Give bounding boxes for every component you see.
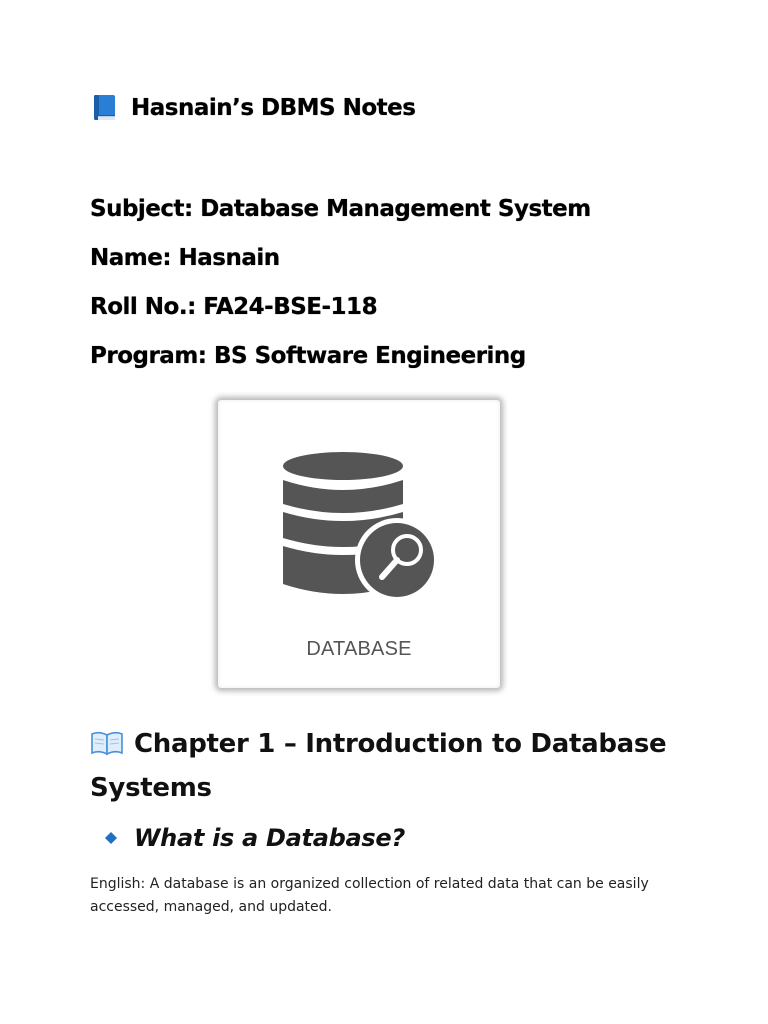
- subject-line: Subject: Database Management System: [90, 196, 591, 222]
- document-title: [93, 94, 415, 121]
- database-caption: DATABASE: [306, 638, 412, 660]
- program-line: Program: BS Software Engineering: [90, 343, 526, 369]
- blue-book-icon: [93, 94, 117, 121]
- open-book-icon: [90, 730, 124, 756]
- chapter-heading: [90, 722, 690, 810]
- roll-number-line: Roll No.: FA24-BSE-118: [90, 294, 378, 320]
- section-heading-text: What is a Database?: [134, 824, 405, 852]
- chapter-heading-text: Chapter 1 – Introduction to Database Systems: [90, 729, 667, 803]
- document-title-text: Hasnain’s DBMS Notes: [131, 94, 416, 121]
- database-search-icon: [218, 400, 500, 640]
- section-heading: [104, 824, 405, 852]
- name-line: Name: Hasnain: [90, 245, 280, 271]
- definition-paragraph: English: A database is an organized collection of related data that can be easily accessed, managed, and updated.: [90, 876, 649, 915]
- blue-diamond-icon: [104, 831, 118, 845]
- database-image: [218, 400, 500, 688]
